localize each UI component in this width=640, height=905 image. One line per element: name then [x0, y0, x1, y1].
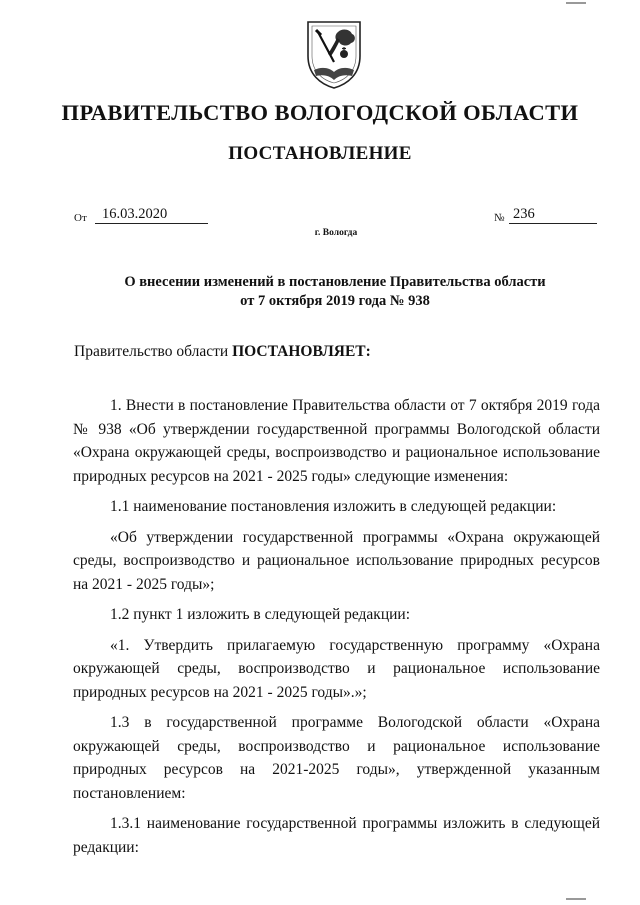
paragraph-1-2: 1.2 пункт 1 изложить в следующей редакции: — [110, 606, 411, 623]
subject-line-2: от 7 октября 2019 года № 938 — [240, 293, 430, 309]
paragraph-1-2-quote: «1. Утвердить прилагаемую государственную программу «Охрана окружающей среды, воспроизводство и рациональное использование природных ресурсов на 2021 - 2025 годы».»; — [73, 636, 600, 701]
coat-of-arms-icon — [304, 18, 364, 90]
document-number: 236 — [509, 206, 597, 224]
document-subject — [0, 273, 640, 311]
number-label: № — [494, 212, 505, 224]
decree-keyword: ПОСТАНОВЛЯЕТ: — [232, 343, 371, 360]
paragraph-1-1-quote: «Об утверждении государственной программы «Охрана окружающей среды, воспроизводство и рациональное использование природных ресурсов на 2021 - 2025 годы»; — [73, 528, 600, 593]
decree-prefix: Правительство области — [74, 343, 229, 360]
paragraph-1-3: 1.3 в государственной программе Вологодской области «Охрана окружающей среды, воспроизводство и рациональное использование природных ресурсов на 2021-2025 годы», утвержденной указанным постановлением: — [73, 714, 600, 802]
paragraph-1: 1. Внести в постановление Правительства области от 7 октября 2019 года № 938 «Об утверждении государственной программы Вологодской области «Охрана окружающей среды, воспроизводство и рациональное использование природных ресурсов на 2021 - 2025 годы» следующие изменения: — [73, 397, 600, 485]
government-title: ПРАВИТЕЛЬСТВО ВОЛОГОДСКОЙ ОБЛАСТИ — [61, 100, 579, 125]
paragraph-1-1: 1.1 наименование постановления изложить в следующей редакции: — [110, 498, 557, 515]
paragraph-1-3-1: 1.3.1 наименование государственной программы изложить в следующей редакции: — [73, 815, 600, 856]
city: г. Вологда — [314, 228, 358, 238]
subject-line-1: О внесении изменений в постановление Правительства области — [124, 274, 546, 290]
document-body — [73, 394, 600, 859]
date-label: От — [74, 212, 87, 224]
document-type: ПОСТАНОВЛЕНИЕ — [228, 143, 412, 164]
scan-artifact — [566, 2, 586, 4]
document-date: 16.03.2020 — [95, 206, 208, 224]
scan-artifact — [566, 898, 586, 900]
decree-statement — [74, 343, 371, 361]
